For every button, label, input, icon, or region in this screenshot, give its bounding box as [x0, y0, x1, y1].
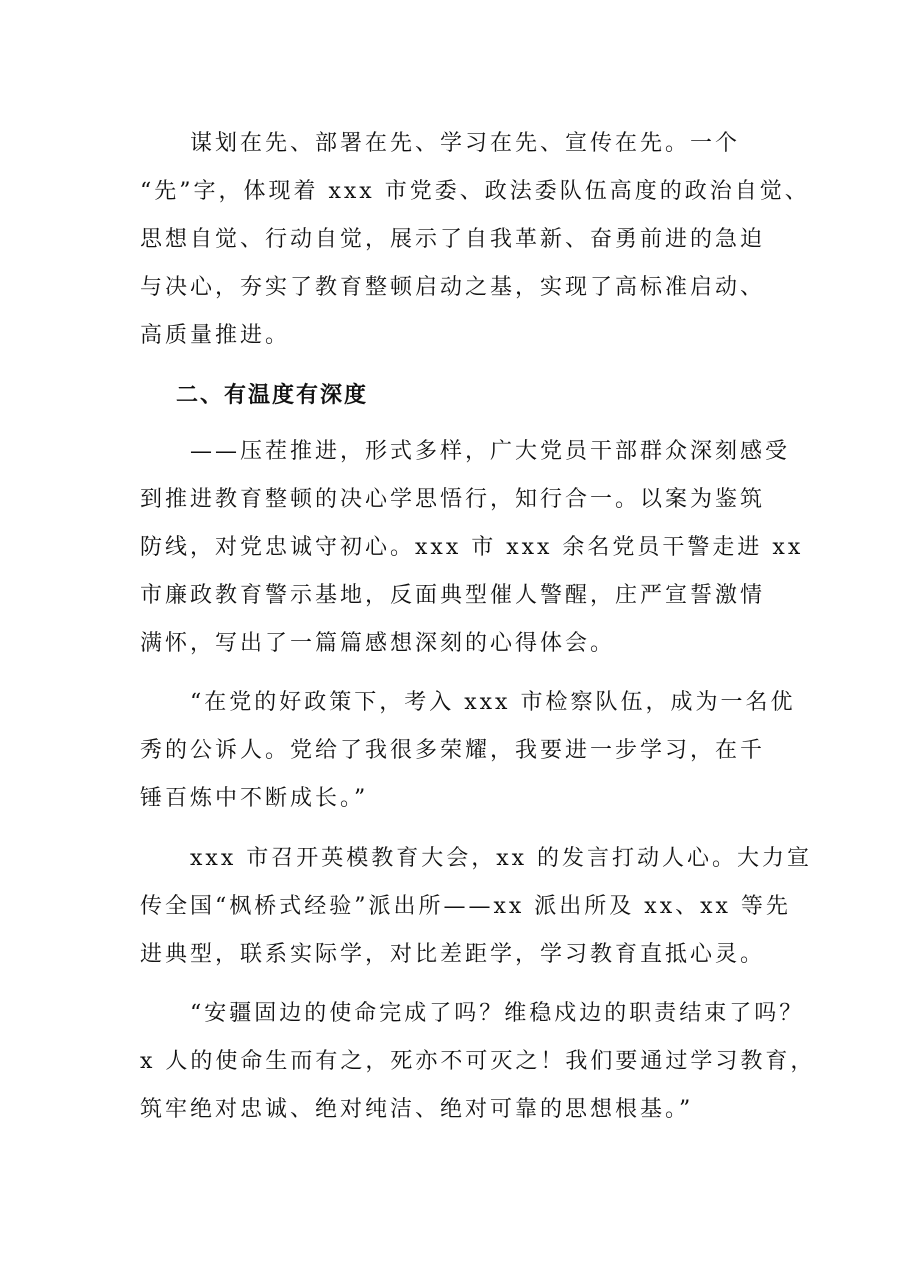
text-line: “先”字，体现着 xxx 市党委、政法委队伍高度的政治自觉、	[140, 179, 810, 204]
paragraph-quote-border	[140, 990, 816, 1134]
text-line: 筑牢绝对忠诚、绝对纯洁、绝对可靠的思想根基。”	[140, 1097, 694, 1122]
text-line: “在党的好政策下，考入 xxx 市检察队伍，成为一名优	[140, 690, 796, 715]
text-line: 锤百炼中不断成长。”	[140, 786, 369, 811]
text-line: ——压茬推进，形式多样，广大党员干部群众深刻感受	[140, 439, 791, 464]
text-line: “安疆固边的使命完成了吗？维稳戍边的职责结束了吗？	[140, 1001, 805, 1026]
paragraph-intro	[140, 120, 810, 360]
paragraph-model-conference	[140, 835, 813, 979]
text-line: 与决心，夯实了教育整顿启动之基，实现了高标准启动、	[140, 275, 766, 300]
text-line: xxx 市召开英模教育大会，xx 的发言打动人心。大力宣	[140, 846, 813, 871]
text-line: x 人的使命生而有之，死亦不可灭之！我们要通过学习教育，	[140, 1049, 816, 1074]
text-line: 防线，对党忠诚守初心。xxx 市 xxx 余名党员干警走进 xx	[140, 535, 804, 560]
text-line: 传全国“枫桥式经验”派出所——xx 派出所及 xx、xx 等先	[140, 894, 791, 919]
text-line: 进典型，联系实际学，对比差距学，学习教育直抵心灵。	[140, 942, 766, 967]
text-line: 满怀，写出了一篇篇感想深刻的心得体会。	[140, 631, 616, 656]
paragraph-progress	[140, 428, 804, 668]
text-line: 思想自觉、行动自觉，展示了自我革新、奋勇前进的急迫	[140, 227, 766, 252]
text-line: 市廉政教育警示基地，反面典型催人警醒，庄严宣誓激情	[140, 583, 766, 608]
section-heading: 二、有温度有深度	[176, 383, 369, 408]
text-line: 到推进教育整顿的决心学思悟行，知行合一。以案为鉴筑	[140, 487, 766, 512]
text-line: 高质量推进。	[140, 323, 291, 348]
text-line: 谋划在先、部署在先、学习在先、宣传在先。一个	[140, 131, 741, 156]
paragraph-quote-prosecutor	[140, 679, 796, 823]
text-line: 秀的公诉人。党给了我很多荣耀，我要进一步学习，在千	[140, 738, 766, 763]
